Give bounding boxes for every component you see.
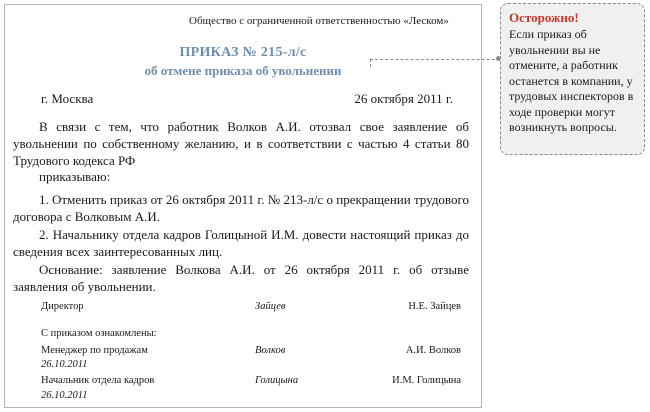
ack-1-role: Менеджер по продажам [41,345,148,356]
warning-note [500,3,645,155]
warning-note-text: Если приказ об увольнении вы не отмените, а работник останется в компании, у трудовых инспекторов в ходе проверки могут возникнуть вопросы. [509,27,634,134]
order-city: г. Москва [41,91,94,106]
acknowledged-label: С приказом ознакомлены: [41,328,157,339]
ack-2-date: 26.10.2011 [41,390,88,401]
order-title: ПРИКАЗ № 215-л/с [179,45,307,60]
order-word: приказываю: [39,169,111,184]
order-subtitle: об отмене приказа об увольнении [144,63,342,78]
director-name: Н.Е. Зайцев [408,301,461,312]
note-connector-line [370,59,500,60]
ack-2-name: И.М. Голицына [392,375,461,386]
order-date: 26 октября 2011 г. [354,91,453,106]
ack-1-name: А.И. Волков [405,345,461,356]
company-name: Общество с ограниченной ответственностью «Леском» [189,15,449,27]
warning-note-title: Осторожно! [509,10,579,25]
paragraph-reason: В связи с тем, что работник Волков А.И. отозвал свое заявление об увольнении по собственному желанию, и в соответствии с частью 4 статьи 80 Трудового кодекса РФ [13,119,469,168]
ack-1-date: 26.10.2011 [41,359,88,370]
paragraph-basis: Основание: заявление Волкова А.И. от 26 октября 2011 г. об отзыве заявления об увольнении. [13,262,469,294]
ack-2-role: Начальник отдела кадров [41,375,155,386]
note-connector-tick [370,59,371,67]
director-signature: Зайцев [255,301,286,312]
director-role: Директор [41,301,84,312]
ack-2-signature: Голицына [255,375,299,386]
order-document [4,4,482,408]
paragraph-item-1: 1. Отменить приказ от 26 октября 2011 г. № 213-л/с о прекращении трудового договора с Волковым А.И. [13,192,469,224]
paragraph-item-2: 2. Начальнику отдела кадров Голицыной И.М. довести настоящий приказ до сведения всех заинтересованных лиц. [13,227,469,259]
ack-1-signature: Волков [255,345,286,356]
